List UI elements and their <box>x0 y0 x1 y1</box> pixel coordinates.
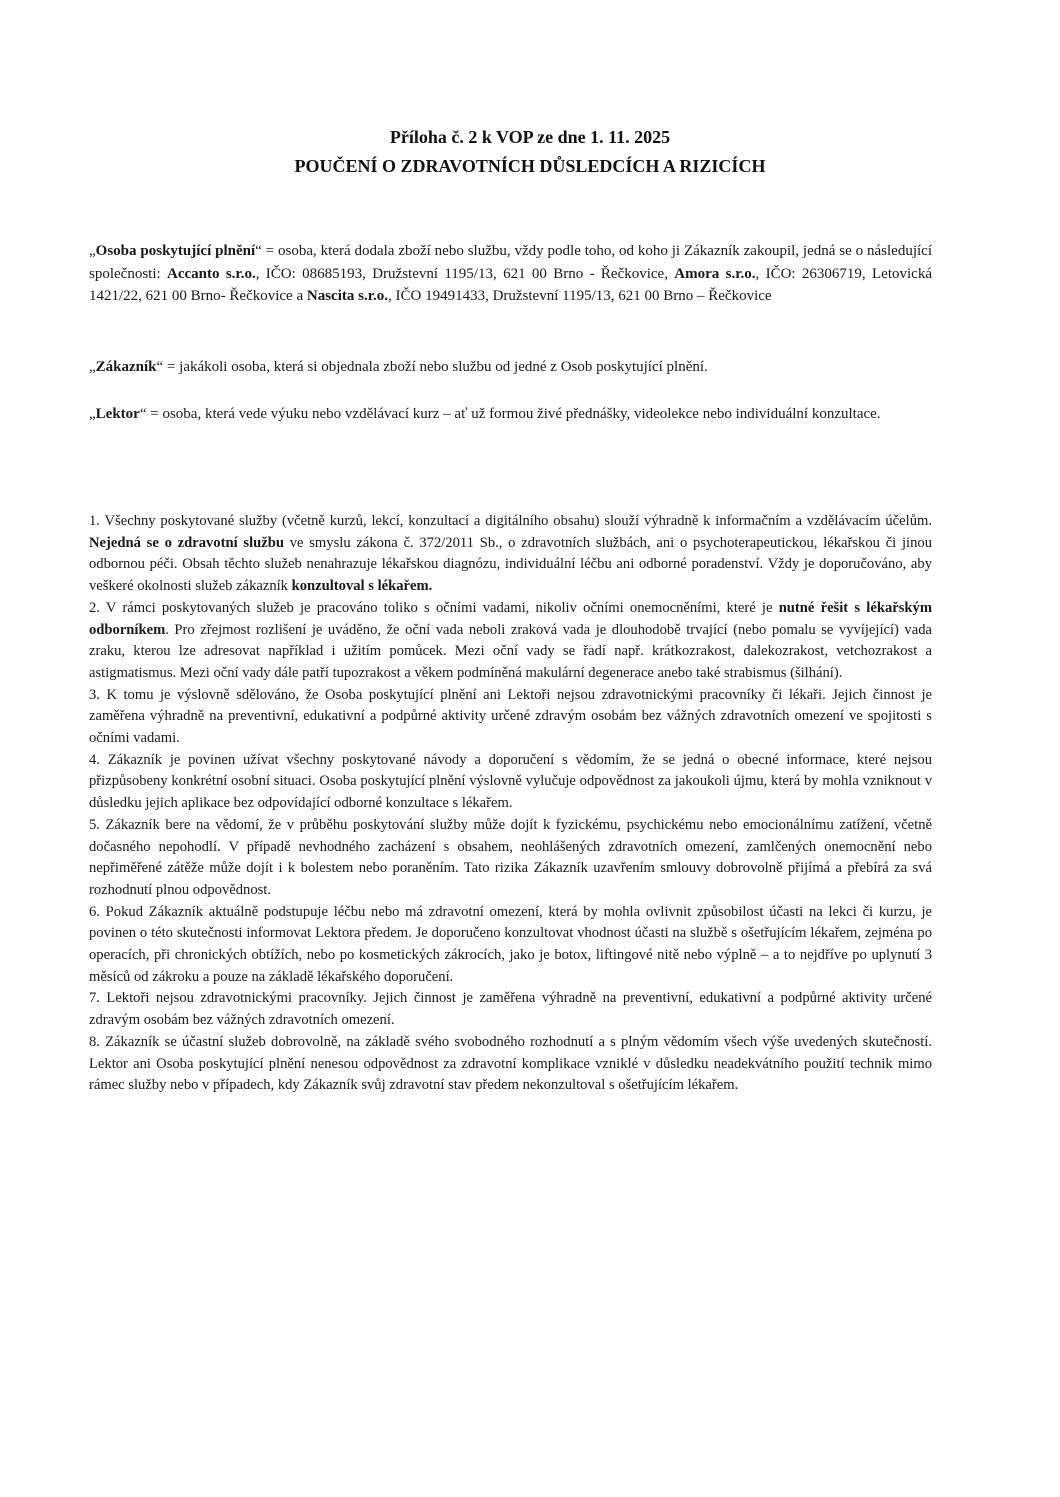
section-text: 1. Všechny poskytované služby (včetně kurzů, lekcí, konzultací a digitálního obsahu) slouží výhradně k informačním a vzdělávacím účelům. <box>89 513 932 529</box>
section-5: 5. Zákazník bere na vědomí, že v průběhu poskytování služby může dojít k fyzickému, psychickému nebo emocionálnímu zatížení, včetně dočasného nepohodlí. V případě nevhodného zacházení s obsahem, neohlášených zdravotních omezení, zamlčených onemocnění nebo nepřiměřené zátěže může dojít i k bolestem nebo poraněním. Tato rizika Zákazník uzavřením smlouvy dobrovolně přijímá a přebírá za svá rozhodnutí plnou odpovědnost. <box>89 816 932 898</box>
section-text: ve smyslu zákona č. 372/2011 Sb., o zdravotních službách, ani o psychoterapeutickou, lékařskou či jinou odbornou péči. Obsah těchto služeb nenahrazuje lékařskou diagnózu, individuální léčbu ani odborné poradenství. Vždy je doporučováno, aby veškeré okolnosti služeb zákazník <box>89 534 932 595</box>
section-1 <box>89 511 932 598</box>
definition-zakaznik <box>89 357 932 379</box>
emphasis-text: konzultoval s lékařem. <box>291 578 433 595</box>
section-text: . Pro zřejmost rozlišení je uváděno, že oční vada neboli zraková vada je dlouhodobě trvající (nebo pomalu se vyvíjející) vada zraku, kterou lze adresovat například i užitím pomůcek. Mezi oční vady se řadí např. krátkozrakost, dalekozrakost, vetchozrakost a astigmatismus. Mezi oční vady dále patří tupozrakost a věkem podmíněná makulární degenerace anebo také strabismus (šilhání). <box>89 621 932 681</box>
document-title-annex: Příloha č. 2 k VOP ze dne 1. 11. 2025 <box>389 127 671 147</box>
emphasis-text: Nejedná se o zdravotní službu <box>89 534 284 551</box>
emphasis-text: nutné řešit s lékařským odborníkem <box>89 599 932 638</box>
section-3: 3. K tomu je výslovně sdělováno, že Osoba poskytující plnění ani Lektoři nejsou zdravotnickými pracovníky či lékaři. Jejich činnost je zaměřena výhradně na preventivní, edukativní a podpůrné aktivity určené zdravým osobám bez vážných zdravotních omezení ve spojitosti s očními vadami. <box>89 686 932 747</box>
document-title-main: POUČENÍ O ZDRAVOTNÍCH DŮSLEDCÍCH A RIZICÍCH <box>294 156 766 176</box>
definition-text: “ = osoba, která vede výuku nebo vzdělávací kurz – ať už formou živé přednášky, videolekce nebo individuální konzultace. <box>139 406 881 422</box>
company-name: Accanto s.r.o. <box>167 265 256 282</box>
section-4: 4. Zákazník je povinen užívat všechny poskytované návody a doporučení s vědomím, že se jedná o obecné informace, které nejsou přizpůsobeny konkrétní osobní situaci. Osoba poskytující plnění výslovně vylučuje odpovědnost za jakoukoli újmu, která by mohla vzniknout v důsledku jejich aplikace bez odpovídající odborné konzultace s lékařem. <box>89 751 932 812</box>
company-name: Nascita s.r.o. <box>306 288 388 304</box>
definition-lektor <box>89 404 932 426</box>
defined-term: Zákazník <box>95 359 157 375</box>
defined-term: Osoba poskytující plnění <box>95 243 256 259</box>
definition-text: “ = jakákoli osoba, která si objednala zboží nebo službu od jedné z Osob poskytující plnění. <box>156 359 708 375</box>
quote-mark: „ <box>89 359 96 375</box>
numbered-sections <box>89 511 932 1097</box>
section-7: 7. Lektoři nejsou zdravotnickými pracovníky. Jejich činnost je zaměřena výhradně na preventivní, edukativní a podpůrné aktivity určené zdravým osobám bez vážných zdravotních omezení. <box>89 990 932 1029</box>
company-name: Amora s.r.o. <box>674 265 756 282</box>
definition-text: , IČO: 08685193, Družstevní 1195/13, 621 00 Brno - Řečkovice, <box>255 265 675 282</box>
definition-osoba-poskytujici-plneni <box>89 240 932 308</box>
quote-mark: „ <box>89 243 96 259</box>
section-2 <box>89 598 932 685</box>
defined-term: Lektor <box>95 406 140 422</box>
section-8: 8. Zákazník se účastní služeb dobrovolně, na základě svého svobodného rozhodnutí a s plným vědomím všech výše uvedených skutečností. Lektor ani Osoba poskytující plnění nenesou odpovědnost za zdravotní komplikace vzniklé v důsledku neadekvátního použití technik mimo rámec služby nebo v případech, kdy Zákazník svůj zdravotní stav předem nekonzultoval s ošetřujícím lékařem. <box>89 1033 932 1094</box>
definition-text: “ = osoba, která dodala zboží nebo službu, vždy podle toho, od koho ji Zákazník zakoupil, jedná se o následující společnosti: <box>89 243 932 282</box>
definition-text: , IČO 19491433, Družstevní 1195/13, 621 00 Brno – Řečkovice <box>387 288 772 304</box>
definition-text: , IČO: 26306719, Letovická 1421/22, 621 00 Brno- Řečkovice a <box>89 265 932 304</box>
section-6: 6. Pokud Zákazník aktuálně podstupuje léčbu nebo má zdravotní omezení, která by mohla ovlivnit způsobilost účasti na lekci či kurzu, je povinen o této skutečnosti informovat Lektora předem. Je doporučeno konzultovat vhodnost účasti na službě s ošetřujícím lékařem, zejména po operacích, při chronických obtížích, nebo po kosmetických zákrocích, jako je botox, liftingové nitě nebo výplně – a to nejdříve po uplynutí 3 měsíců od zákroku a pouze na základě lékařského doporučení. <box>89 903 932 985</box>
section-text: 2. V rámci poskytovaných služeb je pracováno toliko s očními vadami, nikoliv očními onemocněními, které je <box>89 599 779 616</box>
quote-mark: „ <box>89 406 96 422</box>
